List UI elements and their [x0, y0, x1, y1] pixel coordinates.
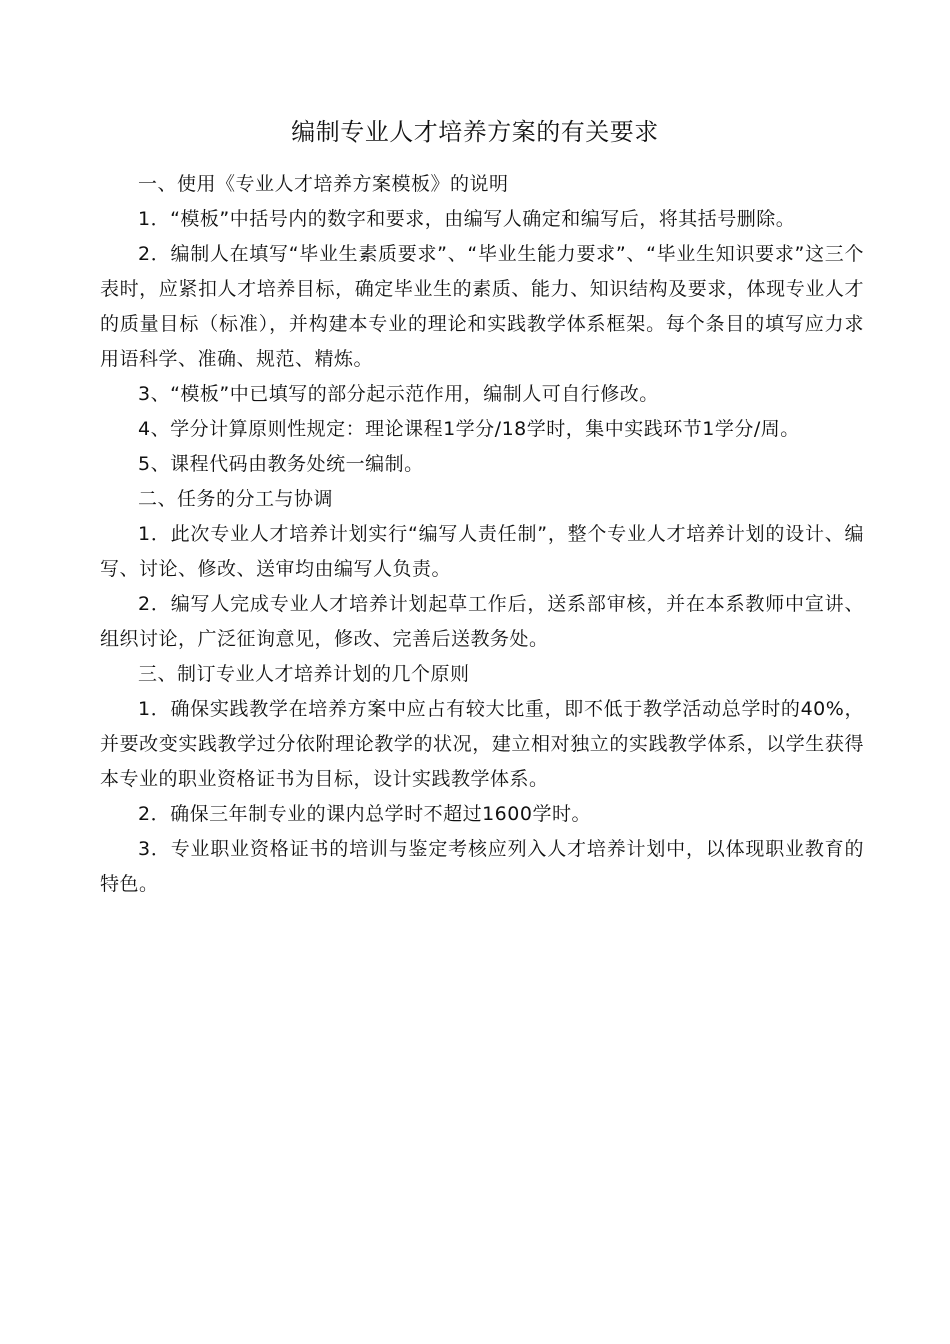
section-heading-principles: 三、制订专业人才培养计划的几个原则 — [138, 663, 470, 685]
paragraph-template-item-5: 5、课程代码由教务处统一编制。 — [138, 453, 424, 475]
paragraph-template-item-1: 1．“模板”中括号内的数字和要求，由编写人确定和编写后，将其括号删除。 — [138, 208, 796, 230]
paragraph-principle-item-3: 3．专业职业资格证书的培训与鉴定考核应列入人才培养计划中，以体现职业教育的特色。 — [100, 838, 864, 895]
paragraph-principle-item-1: 1．确保实践教学在培养方案中应占有较大比重，即不低于教学活动总学时的40%，并要改变实践教学过分依附理论教学的状况，建立相对独立的实践教学体系，以学生获得本专业的职业资格证书为目标，设计实践教学体系。 — [100, 698, 864, 790]
section-heading-template-usage: 一、使用《专业人才培养方案模板》的说明 — [138, 173, 509, 195]
document-body — [100, 167, 864, 902]
page-title: 编制专业人才培养方案的有关要求 — [291, 118, 659, 147]
paragraph-task-item-2: 2．编写人完成专业人才培养计划起草工作后，送系部审核，并在本系教师中宣讲、组织讨论，广泛征询意见，修改、完善后送教务处。 — [100, 593, 864, 650]
section-heading-task-division: 二、任务的分工与协调 — [138, 488, 334, 510]
paragraph-principle-item-2: 2．确保三年制专业的课内总学时不超过1600学时。 — [138, 803, 591, 825]
paragraph-task-item-1: 1．此次专业人才培养计划实行“编写人责任制”，整个专业人才培养计划的设计、编写、讨论、修改、送审均由编写人负责。 — [100, 523, 864, 580]
paragraph-template-item-4: 4、学分计算原则性规定：理论课程1学分/18学时，集中实践环节1学分/周。 — [138, 418, 800, 440]
paragraph-template-item-3: 3、“模板”中已填写的部分起示范作用，编制人可自行修改。 — [138, 383, 659, 405]
paragraph-template-item-2: 2．编制人在填写“毕业生素质要求”、“毕业生能力要求”、“毕业生知识要求”这三个表时，应紧扣人才培养目标，确定毕业生的素质、能力、知识结构及要求，体现专业人才的质量目标（标准），并构建本专业的理论和实践教学体系框架。每个条目的填写应力求用语科学、准确、规范、精炼。 — [100, 243, 864, 370]
